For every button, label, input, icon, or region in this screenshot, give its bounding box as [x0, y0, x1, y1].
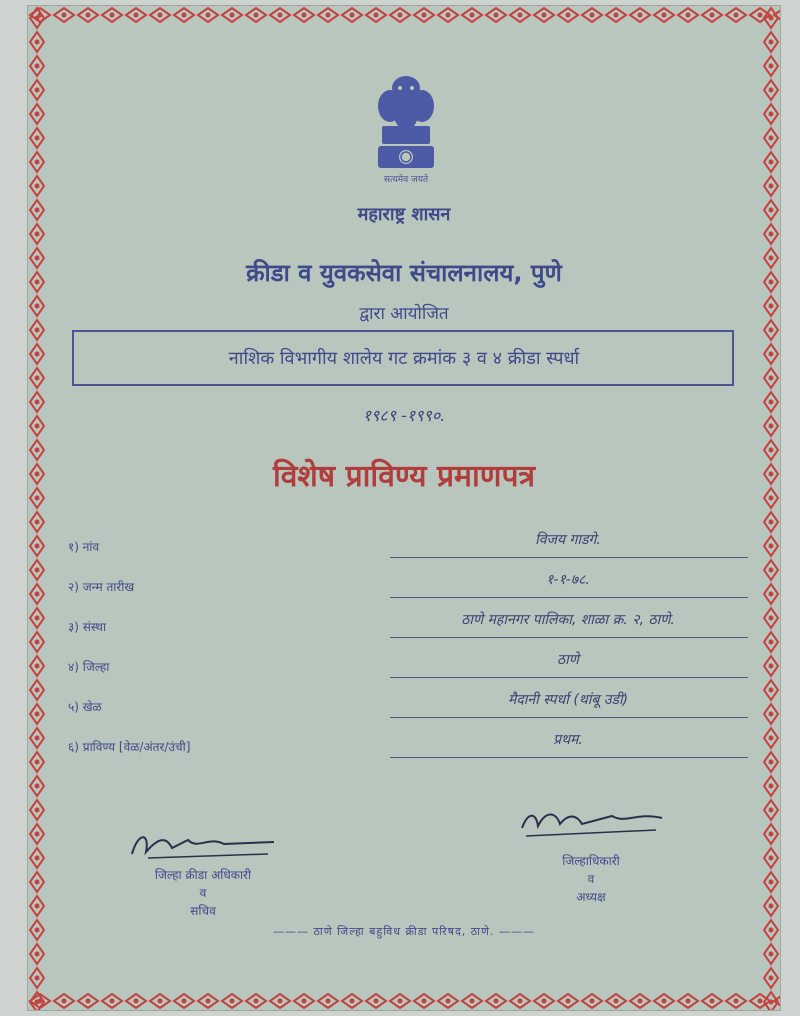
- field-value: ठाणे महानगर पालिका, शाळा क्र. २, ठाणे.: [461, 612, 675, 628]
- field-label: ३) संस्था: [68, 620, 107, 634]
- field-underline: [390, 557, 748, 558]
- field-value: प्रथम.: [553, 732, 583, 748]
- signature-title-left: जिल्हा क्रीडा अधिकारी: [154, 868, 252, 882]
- footer-council: ——— ठाणे जिल्हा बहुविध क्रीडा परिषद, ठाणे. ———: [273, 925, 535, 938]
- signature-title-right: जिल्हाधिकारी: [562, 854, 620, 868]
- handwritten-signature-left: [128, 828, 278, 862]
- organized-by: द्वारा आयोजित: [359, 304, 449, 324]
- field-underline: [390, 677, 748, 678]
- field-label: ४) जिल्हा: [68, 660, 110, 674]
- signature-conj-right: व: [587, 872, 595, 886]
- field-value: मैदानी स्पर्धा (थांबू उडी): [507, 692, 629, 708]
- decorative-border-left: [28, 6, 46, 1010]
- event-name: नाशिक विभागीय शालेय गट क्रमांक ३ व ४ क्रीडा स्पर्धा: [228, 348, 580, 369]
- field-value: १-१-७८.: [546, 572, 590, 588]
- field-row-achievement: [68, 734, 748, 764]
- field-row-dob: [68, 574, 748, 604]
- field-label: १) नांव: [68, 540, 100, 554]
- decorative-border-right: [762, 6, 780, 1010]
- field-label: ५) खेळ: [68, 700, 102, 714]
- event-year: १९८९ -१९९०.: [362, 406, 446, 425]
- field-label: २) जन्म तारीख: [68, 580, 135, 594]
- field-row-name: [68, 534, 748, 564]
- handwritten-signature-right: [516, 806, 666, 840]
- decorative-border-top: [28, 6, 780, 24]
- decorative-border-bottom: [28, 992, 780, 1010]
- field-underline: [390, 717, 748, 718]
- field-underline: [390, 637, 748, 638]
- national-emblem-icon: [366, 68, 446, 188]
- field-row-district: [68, 654, 748, 684]
- signature-block-right: [506, 806, 676, 906]
- emblem-motto: सत्यमेव जयते: [383, 175, 429, 185]
- field-row-institution: [68, 614, 748, 644]
- field-value: विजय गाडगे.: [535, 532, 601, 548]
- signature-block-left: [108, 828, 298, 920]
- field-label: ६) प्राविण्य [वेळ/अंतर/उंची]: [68, 740, 191, 754]
- government-name: महाराष्ट्र शासन: [357, 204, 451, 225]
- department-name: क्रीडा व युवकसेवा संचालनालय, पुणे: [246, 259, 562, 287]
- signature-role-left: सचिव: [190, 904, 216, 918]
- certificate-sheet: [28, 6, 780, 1010]
- field-value: ठाणे: [557, 652, 579, 668]
- field-underline: [390, 757, 748, 758]
- signature-conj-left: व: [199, 886, 207, 900]
- field-underline: [390, 597, 748, 598]
- signature-role-right: अध्यक्ष: [576, 890, 606, 904]
- field-row-sport: [68, 694, 748, 724]
- certificate-title: विशेष प्राविण्य प्रमाणपत्र: [272, 459, 536, 494]
